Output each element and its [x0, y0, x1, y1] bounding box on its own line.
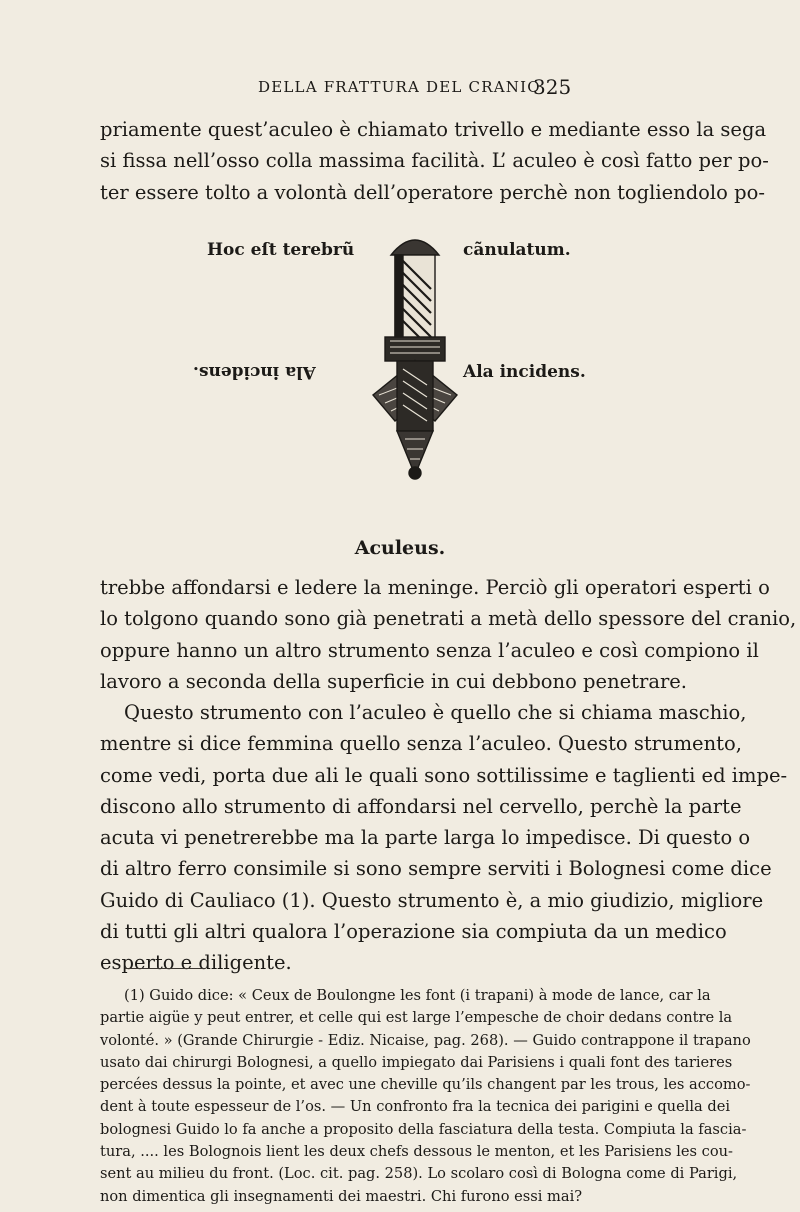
- text-line: Guido di Cauliaco (1). Questo strumento è, a mio giudizio, migliore: [100, 888, 764, 912]
- drill-figure: [193, 225, 615, 515]
- text-line: oppure hanno un altro strumento senza l’aculeo e così compiono il: [100, 638, 759, 662]
- text-line: lavoro a seconda della superficie in cui debbono penetrare.: [100, 669, 688, 693]
- footnote-line: tura, .... les Bolognois lient les deux chefs dessous le menton, et les Parisiens les cou-: [100, 1143, 733, 1161]
- text-line: si fissa nell’osso colla massima facilità. L’ aculeo è così fatto per po-: [100, 149, 769, 173]
- footnote-line: usato dai chirurgi Bolognesi, a quello impiegato dai Parisiens i quali font des tarieres: [100, 1053, 733, 1071]
- text-line: discono allo strumento di affondarsi nel cervello, perchè la parte: [100, 794, 742, 818]
- drill-bit-illustration: [245, 225, 615, 515]
- page-number: 325: [533, 75, 572, 99]
- text-line: acuta vi penetrerebbe ma la parte larga lo impedisce. Di questo o: [100, 826, 751, 850]
- page-header: [0, 75, 800, 102]
- footnote-rule: [125, 968, 205, 969]
- paragraph-3: [100, 697, 788, 979]
- figure-label-right: Ala incidens.: [463, 362, 586, 382]
- footnote-line: (1) Guido dice: « Ceux de Boulongne les font (i trapani) à mode de lance, car la: [124, 987, 711, 1004]
- text-line: ter essere tolto a volontà dell’operatore perchè non togliendolo po-: [100, 180, 765, 204]
- figure-label-top-left: Hoc eſt terebrũ: [207, 240, 355, 260]
- footnote: [100, 985, 751, 1208]
- text-line: come vedi, porta due ali le quali sono sottilissime e taglienti ed impe-: [100, 763, 788, 787]
- figure-caption: Aculeus.: [354, 537, 446, 559]
- paragraph-2: [100, 572, 797, 697]
- text-line: trebbe affondarsi e ledere la meninge. Perciò gli operatori esperti o: [100, 576, 770, 599]
- figure-label-top-right: cãnulatum.: [463, 240, 571, 260]
- text-line: esperto e diligente.: [100, 951, 292, 975]
- footnote-line: percées dessus la pointe, et avec une cheville qu’ils changent par les trous, les accomo-: [100, 1076, 751, 1094]
- figure-label-left-inverted: Ala incidens.: [193, 362, 316, 382]
- paragraph-1: [100, 114, 769, 208]
- footnote-line: non dimentica gli insegnamenti dei maestri. Chi furono essi mai?: [100, 1187, 583, 1205]
- footnote-line: sent au milieu du front. (Loc. cit. pag. 258). Lo scolaro così di Bologna come di Parigi,: [100, 1165, 738, 1183]
- text-line: di altro ferro consimile si sono sempre serviti i Bolognesi come dice: [100, 857, 772, 881]
- footnote-line: dent à toute espesseur de l’os. — Un confronto fra la tecnica dei parigini e quella dei: [100, 1098, 731, 1116]
- footnote-line: volonté. » (Grande Chirurgie - Ediz. Nicaise, pag. 268). — Guido contrappone il trapano: [100, 1031, 751, 1049]
- text-line: di tutti gli altri qualora l’operazione sia compiuta da un medico: [100, 920, 727, 944]
- running-title: DELLA FRATTURA DEL CRANIO: [258, 78, 541, 96]
- text-line: mentre si dice femmina quello senza l’aculeo. Questo strumento,: [100, 732, 742, 756]
- text-line: lo tolgono quando sono già penetrati a metà dello spessore del cranio,: [100, 607, 797, 631]
- text-line: priamente quest’aculeo è chiamato trivello e mediante esso la sega: [100, 118, 767, 141]
- footnote-line: bolognesi Guido lo fa anche a proposito della fasciatura della testa. Compiuta la fascia-: [100, 1120, 747, 1138]
- text-line: Questo strumento con l’aculeo è quello che si chiama maschio,: [124, 701, 747, 724]
- footnote-line: partie aigüe y peut entrer, et celle qui est large l’empesche de choir dedans contre la: [100, 1009, 733, 1027]
